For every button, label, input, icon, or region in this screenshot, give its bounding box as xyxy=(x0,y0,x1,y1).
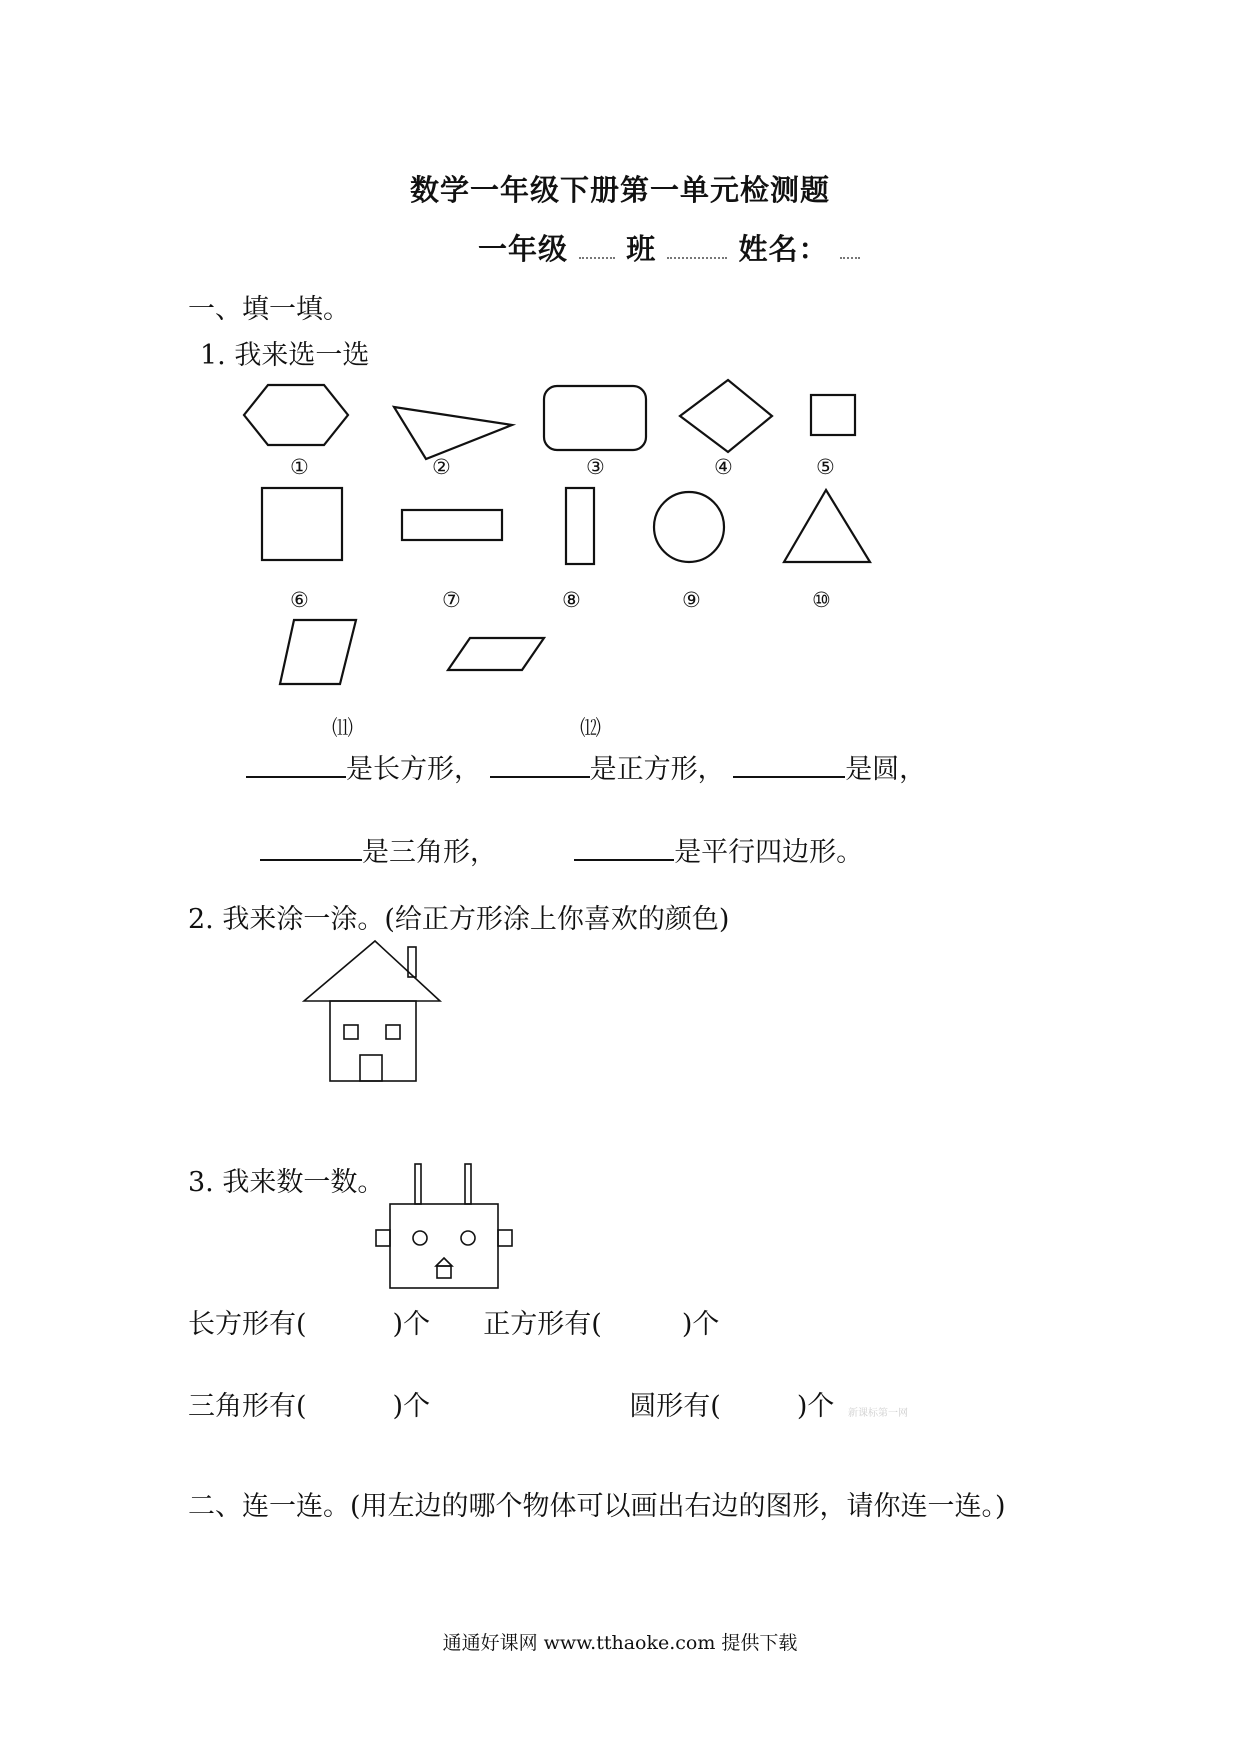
shape-label-4: ④ xyxy=(714,455,733,479)
answer-line-1 xyxy=(246,747,926,786)
small-square-shape xyxy=(808,392,860,444)
tall-parallelogram-shape xyxy=(276,616,366,690)
shape-label-10: ⑩ xyxy=(812,588,831,612)
count-line-1 xyxy=(188,1302,719,1341)
footer: 通通好课网 www.tthaoke.com 提供下载 xyxy=(442,1632,798,1654)
circle-prompt: 是圆， xyxy=(845,754,927,785)
shape-label-3: ③ xyxy=(586,455,605,479)
triangle-prompt: 是三角形， xyxy=(362,837,497,868)
circle-answer-blank[interactable] xyxy=(733,750,845,778)
q3-label: 3. 我来数一数。 xyxy=(188,1167,385,1198)
shape-label-8: ⑧ xyxy=(562,588,581,612)
shape-label-11: ⑾ xyxy=(332,716,353,740)
triangle-count-unit: )个 xyxy=(392,1391,431,1422)
circle-count-unit: )个 xyxy=(796,1391,835,1422)
watermark: 新课标第一网 xyxy=(848,1408,908,1419)
flat-parallelogram-shape xyxy=(444,634,548,676)
triangle-count-label: 三角形有( xyxy=(188,1391,307,1422)
robot-drawing xyxy=(372,1160,520,1295)
square-count-label: 正方形有( xyxy=(483,1309,602,1340)
count-line-2 xyxy=(188,1384,834,1423)
square-count-unit: )个 xyxy=(681,1309,720,1340)
shape-label-7: ⑦ xyxy=(442,588,461,612)
shape-label-2: ② xyxy=(432,455,451,479)
triangle-answer-blank[interactable] xyxy=(260,833,362,861)
house-drawing xyxy=(300,935,450,1085)
class-blank[interactable] xyxy=(579,243,615,259)
rectangle-count-label: 长方形有( xyxy=(188,1309,307,1340)
square-answer-blank[interactable] xyxy=(490,750,590,778)
rounded-rectangle-shape xyxy=(540,380,650,455)
grade-label: 一年级 xyxy=(478,232,569,266)
page-title: 数学一年级下册第一单元检测题 xyxy=(409,173,830,207)
section1-heading: 一、填一填。 xyxy=(188,294,350,325)
answer-line-2 xyxy=(260,830,863,869)
obtuse-triangle-shape xyxy=(388,395,518,465)
triangle-shape xyxy=(780,486,874,568)
tall-rectangle-shape xyxy=(562,484,602,570)
shape-label-12: ⑿ xyxy=(580,716,601,740)
shape-label-5: ⑤ xyxy=(816,455,835,479)
long-rectangle-shape xyxy=(398,504,508,548)
rectangle-answer-blank[interactable] xyxy=(246,750,346,778)
name-blank[interactable] xyxy=(840,243,860,259)
circle-count-label: 圆形有( xyxy=(629,1391,721,1422)
section2-heading: 二、连一连。(用左边的哪个物体可以画出右边的图形，请你连一连。) xyxy=(188,1491,1006,1522)
hexagon-shape xyxy=(240,375,380,455)
large-square-shape xyxy=(258,484,348,566)
shape-label-9: ⑨ xyxy=(682,588,701,612)
parallelogram-prompt: 是平行四边形。 xyxy=(674,837,864,868)
parallelogram-answer-blank[interactable] xyxy=(574,833,674,861)
name-label: 姓名： xyxy=(738,232,829,266)
class-line xyxy=(478,227,860,268)
rectangle-count-unit: )个 xyxy=(392,1309,431,1340)
circle-shape xyxy=(650,488,730,568)
class-number-blank[interactable] xyxy=(667,243,727,259)
shape-label-6: ⑥ xyxy=(290,588,309,612)
class-label: 班 xyxy=(626,232,657,266)
q1-label: 1. 我来选一选 xyxy=(200,340,370,371)
shape-label-1: ① xyxy=(290,455,309,479)
q2-label: 2. 我来涂一涂。(给正方形涂上你喜欢的颜色) xyxy=(188,904,730,935)
diamond-shape xyxy=(676,376,780,460)
square-prompt: 是正方形， xyxy=(589,754,725,785)
rectangle-prompt: 是长方形， xyxy=(346,754,481,785)
